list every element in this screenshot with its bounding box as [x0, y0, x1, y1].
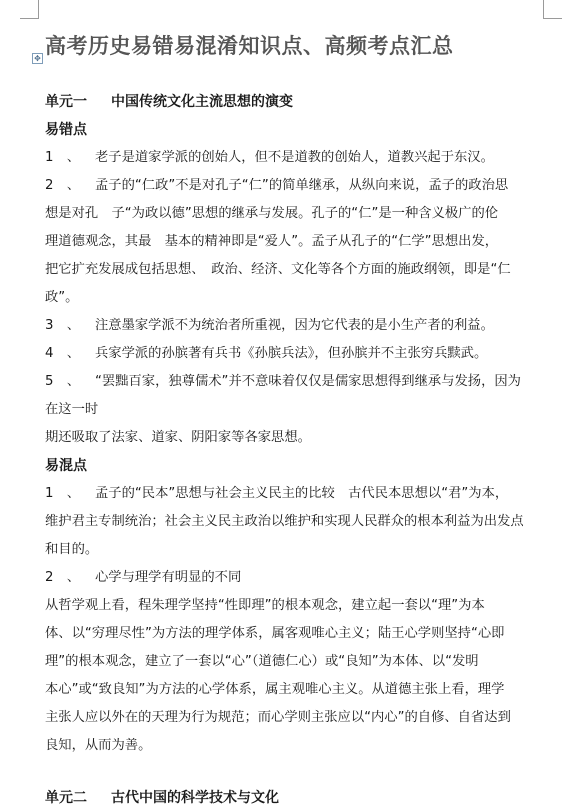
list-item: [45, 150, 494, 166]
page-corner-mark-left: [20, 0, 39, 19]
list-item: [45, 346, 487, 362]
item-number: 1 、: [45, 150, 81, 165]
section-heading-error: 易错点: [45, 122, 87, 138]
item-text-continued: 体、以“穷理尽性”为方法的理学体系，属客观唯心主义；陆王心学则坚持“心即: [45, 626, 505, 641]
item-text: 注意墨家学派不为统治者所重视，因为它代表的是小生产者的利益。: [95, 318, 494, 333]
item-number: 4 、: [45, 346, 81, 361]
unit-name: 古代中国的科学技术与文化: [111, 790, 279, 806]
page-corner-mark-right: [543, 0, 562, 19]
item-text-continued: 政”。: [45, 290, 79, 305]
item-text-continued: 理”的根本观念，建立了一套以“心”（道德仁心）或“良知”为本体、以“发明: [45, 654, 479, 669]
item-text: 孟子的“仁政”不是对孔子“仁”的简单继承，从纵向来说，孟子的政治思: [95, 178, 509, 193]
item-number: 3 、: [45, 318, 81, 333]
item-number: 2 、: [45, 178, 81, 193]
item-text: 兵家学派的孙膑著有兵书《孙膑兵法》，但孙膑并不主张穷兵黩武。: [95, 346, 488, 361]
item-text-continued: 在这一时: [45, 402, 99, 417]
item-text: 老子是道家学派的创始人，但不是道教的创始人，道教兴起于东汉。: [95, 150, 494, 165]
item-text-continued: 维护君主专制统治；社会主义民主政治以维护和实现人民群众的根本利益为出发点: [45, 514, 524, 529]
item-text-continued: 良知，从而为善。: [45, 738, 152, 753]
item-number: 2 、: [45, 570, 81, 585]
unit-label: 单元一: [45, 94, 87, 110]
item-text-continued: 把它扩充发展成包括思想、 政治、经济、文化等各个方面的施政纲领，即是“仁: [45, 262, 511, 277]
item-text-continued: 从哲学观上看，程朱理学坚持“性即理”的根本观念，建立起一套以“理”为本: [45, 598, 485, 613]
list-item: [45, 178, 508, 194]
item-number: 5 、: [45, 374, 81, 389]
item-text-continued: 主张人应以外在的天理为行为规范；而心学则主张应以“内心”的自修、自省达到: [45, 710, 511, 725]
unit-name: 中国传统文化主流思想的演变: [111, 94, 293, 110]
item-text-continued: 想是对孔 子“为政以德”思想的继承与发展。孔子的“仁”是一种含义极广的伦: [45, 206, 499, 221]
unit-heading: [45, 94, 293, 110]
item-text-continued: 本心”或“致良知”为方法的心学体系，属主观唯心主义。从道德主张上看，理学: [45, 682, 505, 697]
document-title: 高考历史易错易混淆知识点、高频考点汇总: [45, 34, 454, 58]
item-text-continued: 理道德观念，其最 基本的精神即是“爱人”。孟子从孔子的“仁学”思想出发，: [45, 234, 499, 249]
list-item: [45, 570, 241, 586]
item-text-continued: 期还吸取了法家、道家、阴阳家等各家思想。: [45, 430, 311, 445]
list-item: [45, 374, 521, 390]
item-number: 1 、: [45, 486, 81, 501]
item-text: “罢黜百家，独尊儒术”并不意味着仅仅是儒家思想得到继承与发扬，因为: [95, 374, 521, 389]
item-text: 孟子的“民本”思想与社会主义民主的比较 古代民本思想以“君”为本，: [95, 486, 509, 501]
four-way-arrow-icon[interactable]: ✥: [32, 53, 43, 64]
section-heading-confuse: 易混点: [45, 458, 87, 474]
item-text-continued: 和目的。: [45, 542, 99, 557]
list-item: [45, 318, 494, 334]
unit-label: 单元二: [45, 790, 87, 806]
list-item: [45, 486, 508, 502]
unit-heading: [45, 790, 279, 806]
item-text: 心学与理学有明显的不同: [95, 570, 242, 585]
